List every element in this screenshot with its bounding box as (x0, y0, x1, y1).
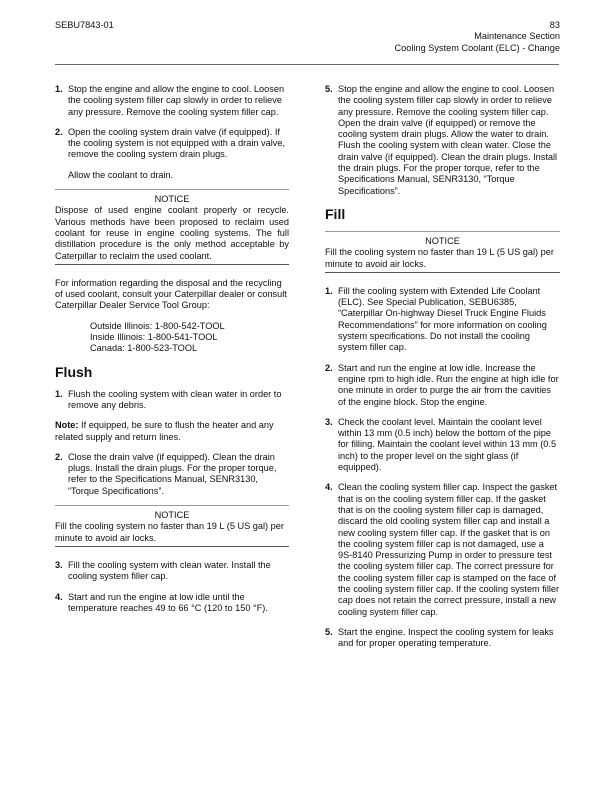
step-number: 2. (55, 126, 63, 137)
step-number: 1. (55, 84, 63, 94)
header-right (395, 20, 560, 54)
phone-canada: Canada: 1-800-523-TOOL (90, 343, 198, 354)
doc-id: SEBU7843-01 (55, 20, 114, 30)
notice-rule-top (325, 231, 560, 232)
step-number: 1. (325, 285, 333, 296)
flush-step-3 (55, 560, 289, 583)
fill-step-3 (325, 417, 560, 473)
flush-heading: Flush (55, 363, 93, 380)
notice-rule-top (55, 189, 289, 190)
flush-note (55, 420, 289, 443)
step-text: Flush the cooling system with clean water in order to remove any debris. (68, 388, 282, 410)
step-text: Stop the engine and allow the engine to cool. Loosen the cooling system filler cap slowly in order to relieve any pressure. Remove the cooling system filler cap. Open the drain valve (if equipped) or remove the cooling system drain plugs. Allow the water to drain. Flush the cooling system with clean water. Close the drain valve (if equipped). Clean the drain plugs. Install the drain plugs. For the proper torque, refer to the Specifications Manual, SENR3130, “Torque Specifications”. (338, 84, 558, 196)
step-text: Start and run the engine at low idle. Increase the engine rpm to high idle. Run the engine at high idle for one minute in order to purge the air from the cavities of the engine block. Stop the engine. (338, 362, 559, 407)
notice-rule-bottom (55, 546, 289, 547)
topic-title: Cooling System Coolant (ELC) - Change (394, 42, 560, 53)
notice-title: NOTICE (425, 235, 460, 246)
header-rule (55, 64, 559, 65)
step-number: 5. (325, 84, 333, 94)
flush-step-4 (55, 592, 289, 615)
note-label: Note: (55, 420, 79, 431)
notice-title: NOTICE (154, 510, 190, 521)
step-text: Fill the cooling system with clean water. Install the cooling system filler cap. (68, 559, 271, 582)
fill-step-1 (325, 286, 560, 354)
notice-disposal (55, 194, 289, 262)
notice-fill-rate (325, 236, 560, 270)
step-text: Fill the cooling system with Extended Life Coolant (ELC). See Special Publication, SEBU6385, “Caterpillar On-highway Diesel Truck Engine Fluids Recommendations” for more information on cooling system specifications. Do not install the cooling system filler cap. (338, 285, 547, 353)
drain-step-2 (55, 127, 289, 161)
step-number: 1. (55, 388, 63, 399)
step-text: Start and run the engine at low idle until the temperature reaches 49 to 66 °C (120 to 150 °F). (68, 591, 268, 613)
step-number: 2. (55, 451, 63, 462)
step-number: 5. (325, 626, 333, 637)
step-number: 4. (55, 591, 63, 602)
right-column (325, 84, 560, 658)
step-number: 3. (325, 416, 333, 427)
step-text: Start the engine. Inspect the cooling system for leaks and for proper operating temperature. (338, 626, 554, 649)
phone-outside-illinois: Outside Illinois: 1-800-542-TOOL (90, 320, 225, 331)
notice-body: Fill the cooling system no faster than 19 L (5 US gal) per minute to avoid air locks. (325, 247, 554, 269)
fill-step-2 (325, 363, 560, 408)
notice-fill-rate (55, 510, 289, 544)
fill-heading: Fill (325, 205, 346, 222)
flush-step-1 (55, 389, 289, 412)
allow-drain-text: Allow the coolant to drain. (68, 169, 174, 180)
section-name: Maintenance Section (474, 31, 560, 42)
drain-step-1 (55, 84, 289, 118)
step-number: 4. (325, 482, 333, 493)
fill-step-4 (325, 482, 560, 618)
phone-inside-illinois: Inside Illinois: 1-800-541-TOOL (90, 332, 218, 343)
notice-rule-top (55, 505, 289, 506)
fill-step-5 (325, 627, 560, 650)
step-text: Open the cooling system drain valve (if equipped). If the cooling system is not equipped with a drain valve, remove the cooling system drain plugs. (68, 126, 286, 160)
step-number: 3. (55, 559, 63, 570)
disposal-info: For information regarding the disposal and the recycling of used coolant, consult your Caterpillar dealer or consult Caterpillar Dealer Service Tool Group: (55, 277, 287, 311)
flush-step-5 (325, 84, 560, 197)
step-text: Check the coolant level. Maintain the coolant level within 13 mm (0.5 inch) below the bottom of the pipe for filling. Maintain the coolant level within 13 mm (0.5 inch) to the proper level on the sight glass (if equipped). (338, 416, 557, 473)
notice-title: NOTICE (154, 194, 190, 205)
notice-rule-bottom (325, 272, 560, 273)
phone-list (55, 321, 289, 355)
page-number: 83 (549, 20, 560, 30)
step-number: 2. (325, 362, 333, 373)
step-text: Clean the cooling system filler cap. Inspect the gasket that is on the cooling system filler cap. If the gasket that is on the cooling system filler cap is damaged, discard the old cooling system filler cap and install a new cooling system filler cap. If the gasket that is on the cooling system filler cap is not damaged, use a 9S-8140 Pressurizing Pump in order to pressure test the cooling system filler cap. The correct pressure for the cooling system filler cap is stamped on the face of the cooling system filler cap. If the cooling system filler cap does not retain the correct pressure, install a new cooling system filler cap. (338, 482, 560, 617)
note-text: If equipped, be sure to flush the heater and any related supply and return lines. (55, 420, 274, 442)
notice-rule-bottom (55, 264, 289, 265)
step-text: Close the drain valve (if equipped). Clean the drain plugs. Install the drain plugs. For the proper torque, refer to the Specifications Manual, SENR3130, “Torque Specifications”. (68, 451, 277, 496)
notice-body: Dispose of used engine coolant properly or recycle. Various methods have been proposed to reclaim used coolant for reuse in engine cooling systems. The full distillation procedure is the only method acceptable by Caterpillar to reclaim the used coolant. (55, 205, 289, 261)
step-text: Stop the engine and allow the engine to cool. Loosen the cooling system filler cap slowly in order to relieve any pressure. Remove the cooling system filler cap. (68, 84, 285, 117)
flush-step-2 (55, 452, 289, 497)
notice-body: Fill the cooling system no faster than 19 L (5 US gal) per minute to avoid air locks. (55, 521, 284, 543)
left-column (55, 84, 289, 623)
